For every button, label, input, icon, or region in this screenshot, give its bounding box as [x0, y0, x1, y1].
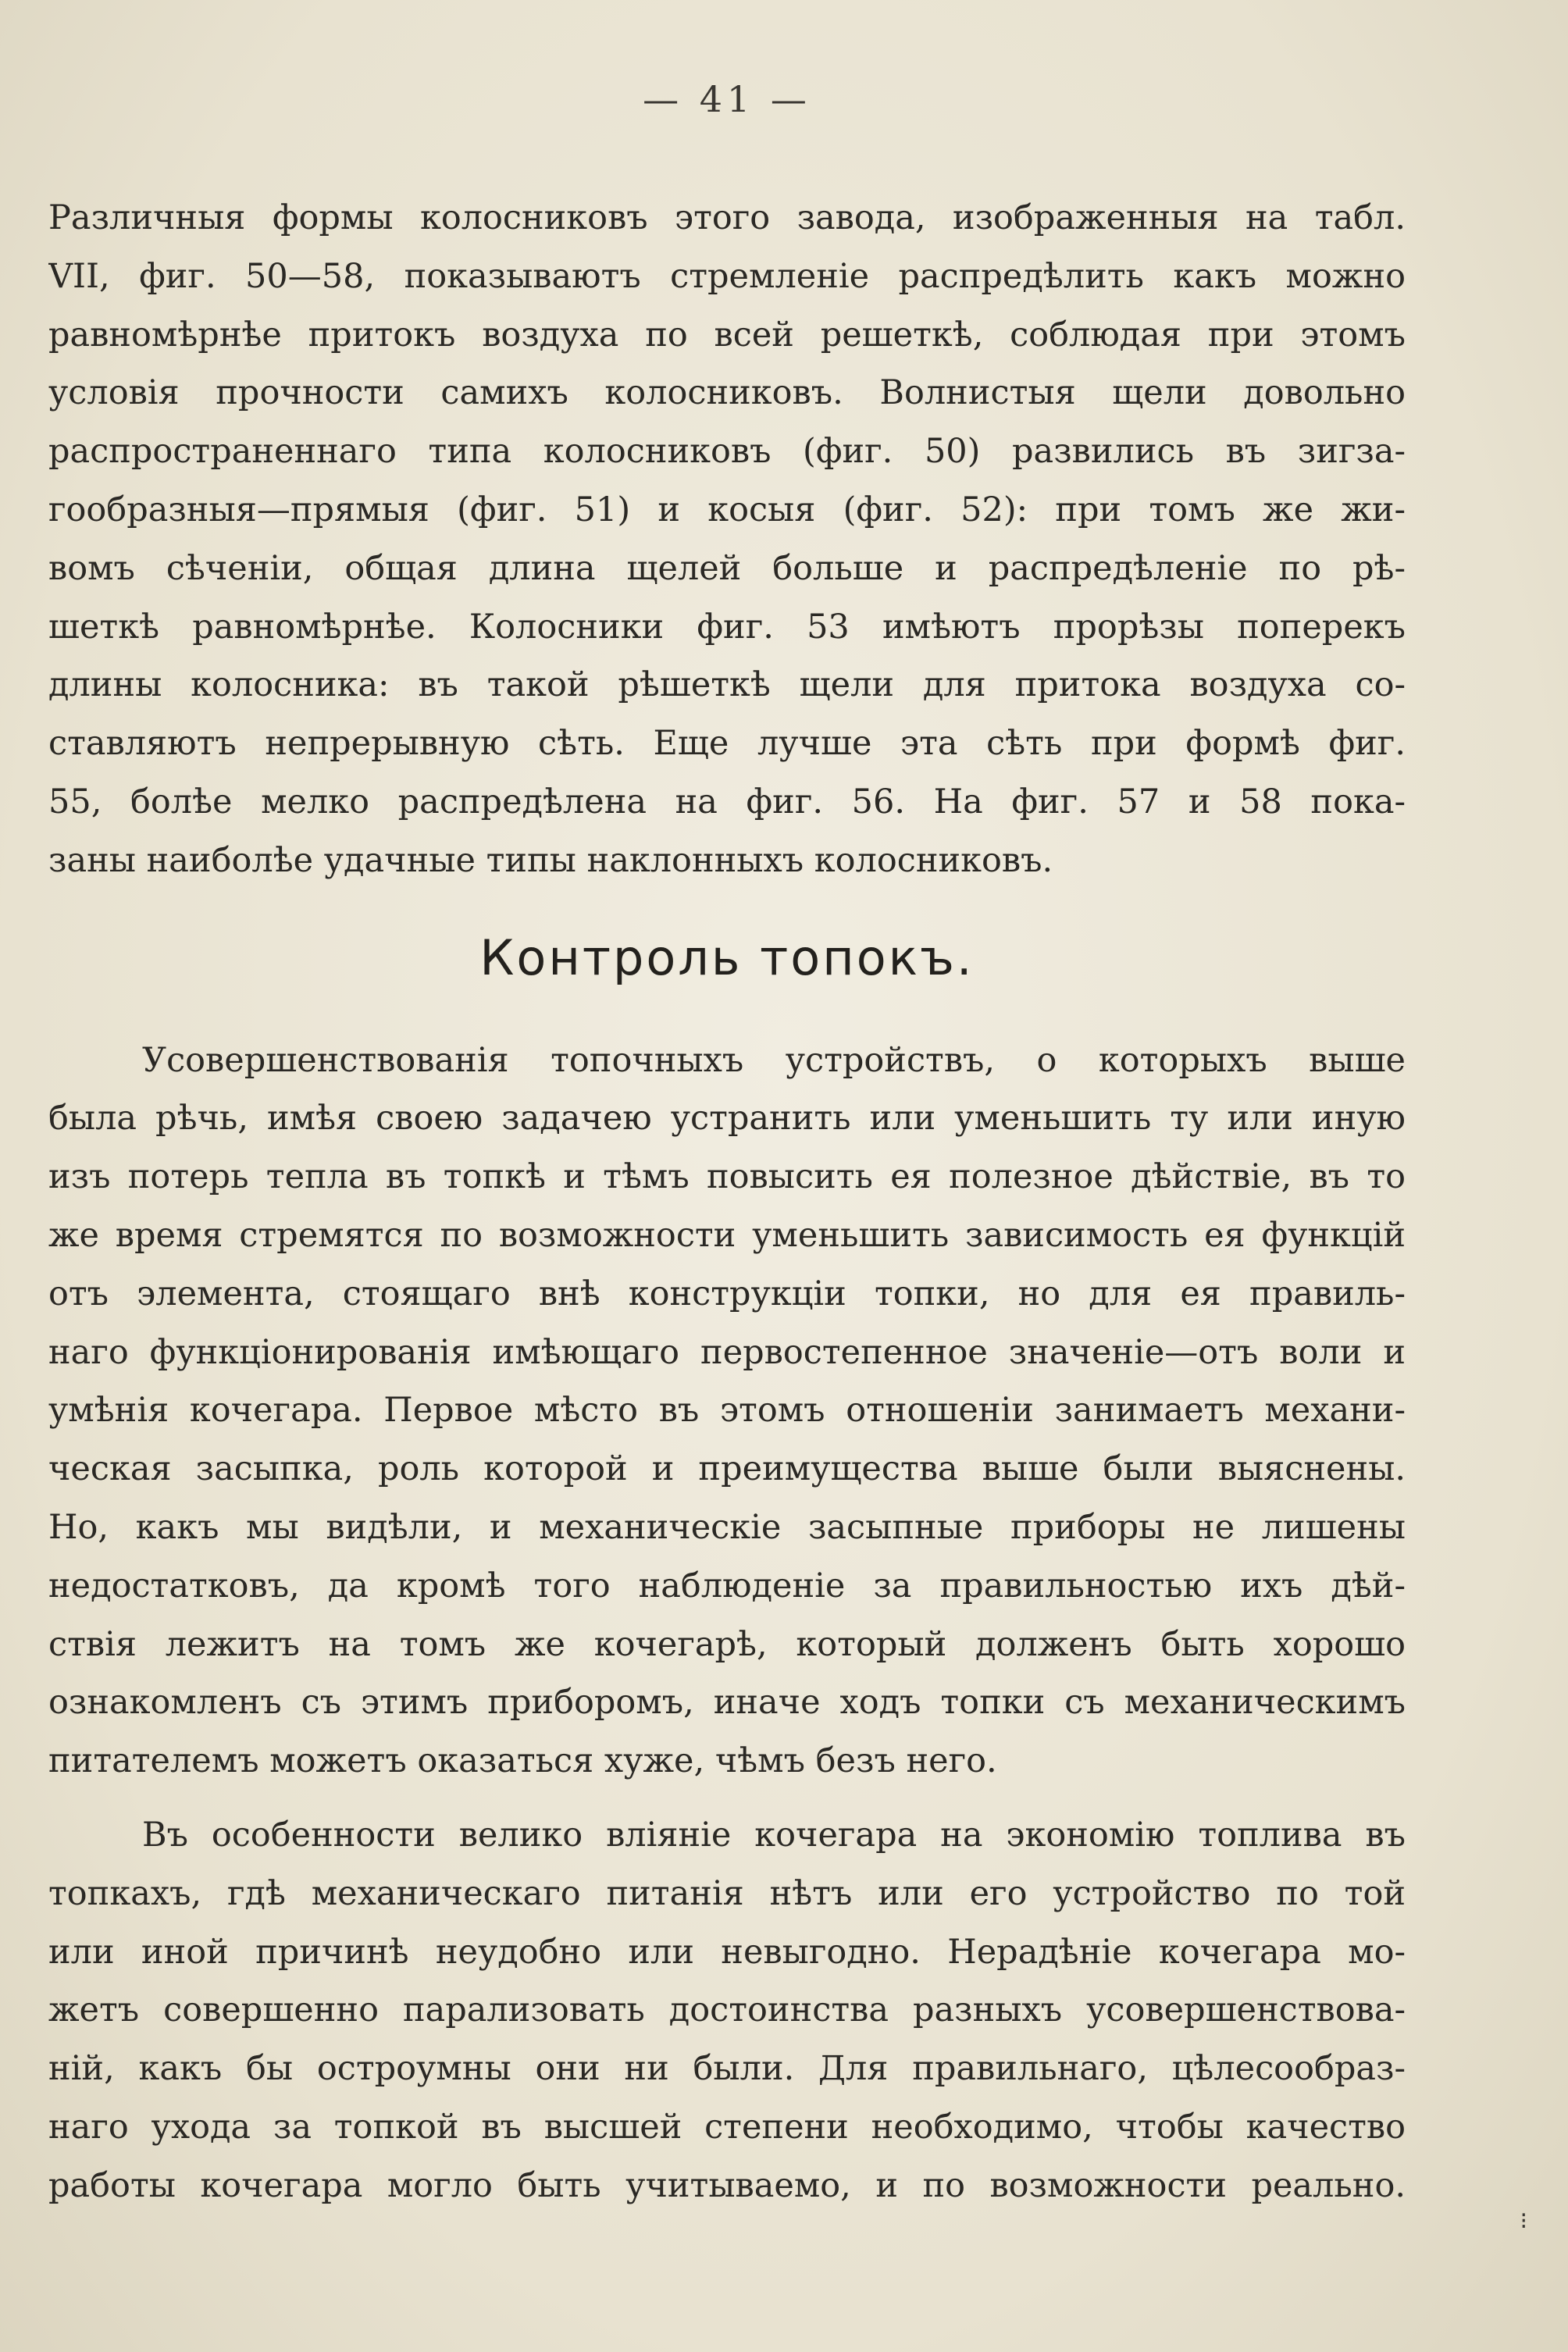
- section-heading: Контроль топокъ.: [479, 928, 975, 986]
- text-line: топкахъ, гдѣ механическаго питанія нѣтъ или его устройство по той: [48, 1873, 1406, 1913]
- text-line: гообразныя—прямыя (фиг. 51) и косыя (фиг. 52): при томъ же жи-: [48, 490, 1406, 529]
- text-line: же время стремятся по возможности уменьшить зависимость ея функцій: [48, 1215, 1406, 1255]
- text-line: ческая засыпка, роль которой и преимущества выше были выяснены.: [48, 1449, 1406, 1489]
- page-number: — 41 —: [643, 78, 811, 120]
- text-line: ознакомленъ съ этимъ приборомъ, иначе ходъ топки съ механическимъ: [48, 1683, 1406, 1723]
- text-line: питателемъ можетъ оказаться хуже, чѣмъ безъ него.: [48, 1741, 997, 1781]
- text-line: недостатковъ, да кромѣ того наблюденіе за правильностью ихъ дѣй-: [48, 1566, 1406, 1605]
- text-line: ставляютъ непрерывную сѣть. Еще лучше эта сѣть при формѣ фиг.: [48, 724, 1406, 764]
- text-line: шеткѣ равномѣрнѣе. Колосники фиг. 53 имѣютъ прорѣзы поперекъ: [48, 607, 1406, 647]
- text-line: ній, какъ бы остроумны они ни были. Для правильнаго, цѣлесообраз-: [48, 2049, 1406, 2089]
- book-page: [48, 78, 1406, 2215]
- text-line: или иной причинѣ неудобно или невыгодно. Нерадѣніе кочегара мо-: [48, 1932, 1406, 1972]
- text-line: наго функціонированія имѣющаго первостепенное значеніе—отъ воли и: [48, 1332, 1406, 1372]
- text-line: изъ потерь тепла въ топкѣ и тѣмъ повысить ея полезное дѣйствіе, въ то: [48, 1157, 1406, 1197]
- text-line: умѣнія кочегара. Первое мѣсто въ этомъ отношеніи занимаетъ механи-: [48, 1391, 1406, 1431]
- text-line: 55, болѣе мелко распредѣлена на фиг. 56. На фиг. 57 и 58 пока-: [48, 782, 1406, 821]
- text-line: работы кочегара могло быть учитываемо, и по возможности реально.: [48, 2165, 1406, 2205]
- text-line: Но, какъ мы видѣли, и механическіе засыпные приборы не лишены: [48, 1507, 1406, 1547]
- text-line: равномѣрнѣе притокъ воздуха по всей решеткѣ, соблюдая при этомъ: [48, 315, 1406, 355]
- paragraph-grate-bars: [48, 189, 1406, 890]
- text-line: заны наиболѣе удачные типы наклонныхъ колосниковъ.: [48, 840, 1053, 880]
- text-line: распространеннаго типа колосниковъ (фиг. 50) развились въ зигза-: [48, 432, 1406, 472]
- text-line: длины колосника: въ такой рѣшеткѣ щели для притока воздуха со-: [48, 665, 1406, 705]
- text-line: Въ особенности велико вліяніе кочегара на экономію топлива въ: [142, 1815, 1406, 1855]
- paragraph-gap: [48, 1791, 1406, 1806]
- margin-mark: ⁝: [1520, 2208, 1527, 2235]
- text-line: Усовершенствованія топочныхъ устройствъ, о которыхъ выше: [142, 1040, 1406, 1080]
- text-line: условія прочности самихъ колосниковъ. Волнистыя щели довольно: [48, 373, 1406, 413]
- text-line: VII, фиг. 50—58, показываютъ стремленіе распредѣлить какъ можно: [48, 256, 1406, 296]
- text-line: наго ухода за топкой въ высшей степени необходимо, чтобы качество: [48, 2107, 1406, 2147]
- text-line: ствія лежитъ на томъ же кочегарѣ, который долженъ быть хорошо: [48, 1624, 1406, 1664]
- text-line: вомъ сѣченіи, общая длина щелей больше и распредѣленіе по рѣ-: [48, 548, 1406, 588]
- text-line: отъ элемента, стоящаго внѣ конструкціи топки, но для ея правиль-: [48, 1274, 1406, 1313]
- text-line: жетъ совершенно парализовать достоинства разныхъ усовершенствова-: [48, 1990, 1406, 2030]
- paragraph-stoker-influence: [48, 1806, 1406, 2215]
- paragraph-furnace-control: [48, 1032, 1406, 1791]
- text-line: была рѣчь, имѣя своею задачею устранить или уменьшить ту или иную: [48, 1099, 1406, 1139]
- text-line: Различныя формы колосниковъ этого завода, изображенныя на табл.: [48, 198, 1406, 237]
